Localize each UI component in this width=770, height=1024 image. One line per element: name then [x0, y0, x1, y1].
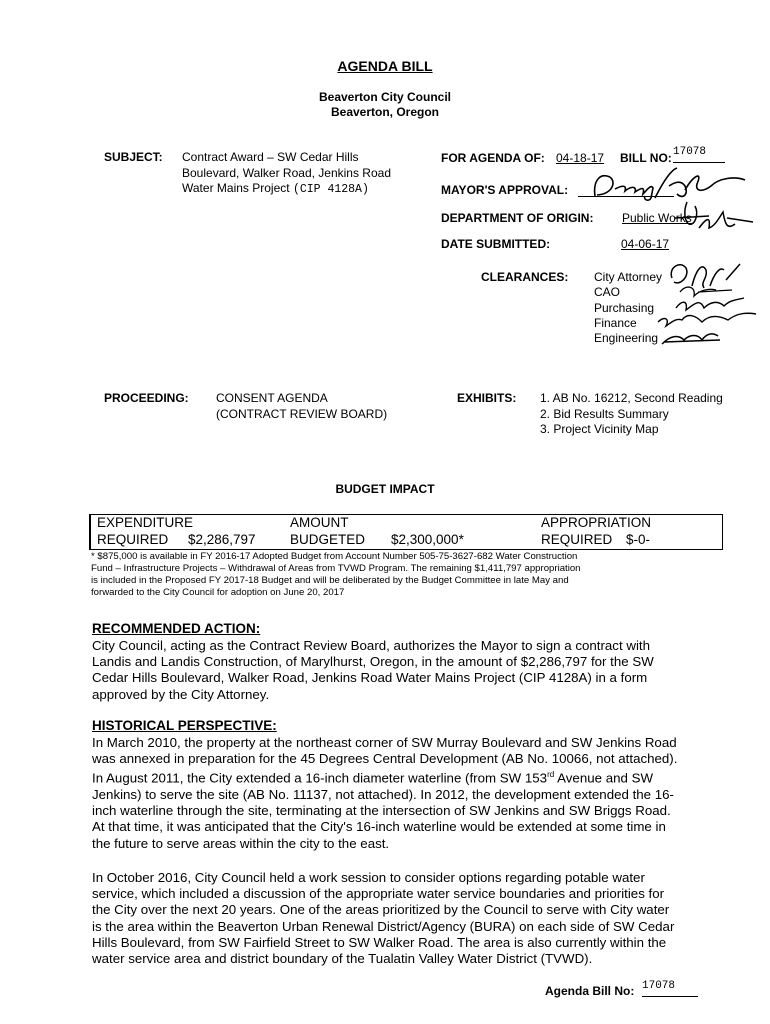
page-title: AGENDA BILL	[337, 58, 433, 74]
historical-paragraph-1	[92, 735, 712, 852]
exhibit-item: 2. Bid Results Summary	[540, 406, 669, 421]
bill-no: 17078	[673, 146, 725, 163]
budget-note-line: is included in the Proposed FY 2017-18 Budget and will be deliberated by the Budget Committee in late May and	[91, 575, 569, 586]
subject-line-1: Contract Award – SW Cedar Hills	[182, 150, 359, 164]
recommended-line: City Council, acting as the Contract Review Board, authorizes the Mayor to sign a contract with	[92, 638, 650, 653]
mayor-approval-label: MAYOR'S APPROVAL:	[441, 183, 569, 197]
clearance-city-attorney: City Attorney	[594, 270, 663, 284]
historical-line: is the area within the Beaverton Urban Renewal District/Agency (BURA) on each side of SW Cedar	[92, 918, 675, 934]
subject-line-3-text: Water Mains Project	[182, 181, 290, 195]
exhibit-item: 3. Project Vicinity Map	[540, 422, 659, 436]
recommended-action-heading: RECOMMENDED ACTION:	[92, 621, 261, 636]
clearance-cao: CAO	[594, 285, 621, 300]
footer-bill-label: Agenda Bill No:	[545, 984, 635, 998]
appropriation-label: APPROPRIATION	[541, 515, 652, 530]
budget-note	[91, 551, 731, 599]
org-line-1: Beaverton City Council	[318, 90, 452, 104]
org-line-2: Beaverton, Oregon	[330, 105, 440, 119]
date-submitted-label: DATE SUBMITTED:	[441, 237, 551, 251]
clearance-initials	[640, 256, 770, 356]
clearance-purchasing: Purchasing	[594, 300, 655, 315]
subject-label: SUBJECT:	[104, 150, 163, 164]
amount-budgeted-label: BUDGETED	[290, 532, 366, 547]
exhibit-item: 1. AB No. 16212, Second Reading	[540, 391, 723, 405]
historical-line: In October 2016, City Council held a work session to consider options regarding potable water	[92, 870, 645, 885]
historical-line: water service area and district boundary of the Tualatin Valley Water District (TVWD).	[92, 951, 593, 967]
clearance-finance: Finance	[594, 315, 637, 330]
footer-bill-no: 17078	[642, 980, 698, 997]
recommended-line: approved by the City Attorney.	[92, 686, 270, 702]
agenda-date-label: FOR AGENDA OF:	[441, 151, 545, 165]
bill-no-label: BILL NO:	[620, 151, 672, 165]
budget-table	[89, 514, 723, 550]
clearances-label: CLEARANCES:	[481, 270, 569, 284]
proceeding-label: PROCEEDING:	[104, 391, 189, 405]
historical-paragraph-2	[92, 870, 712, 967]
budget-note-line: forwarded to the City Council for adoption on June 20, 2017	[91, 587, 345, 598]
expenditure-label: EXPENDITURE	[97, 515, 194, 530]
historical-line: In August 2011, the City extended a 16-inch diameter waterline (from SW 153rd Avenue and SW	[92, 770, 653, 786]
date-submitted-value: 04-06-17	[621, 237, 670, 251]
exhibits-list	[540, 391, 723, 438]
historical-line: Jenkins) to serve the site (AB No. 11137, not attached). In 2012, the development extended the 16-	[92, 787, 674, 803]
appropriation-value: $-0-	[626, 532, 651, 547]
subject-line-3	[182, 181, 391, 198]
historical-line: At that time, it was anticipated that the City's 16-inch waterline would be extended at some time in	[92, 819, 666, 835]
subject-cip: (CIP 4128A)	[292, 183, 369, 196]
amount-budgeted-value: $2,300,000*	[391, 532, 464, 547]
appropriation-required-label: REQUIRED	[541, 532, 613, 547]
exhibits-label: EXHIBITS:	[457, 391, 517, 405]
historical-line: service, which included a discussion of the appropriate water service boundaries and priorities for	[92, 886, 665, 902]
historical-line: was annexed in preparation for the 45 Degrees Central Development (AB No. 10066, not attached).	[92, 751, 678, 767]
department-label: DEPARTMENT OF ORIGIN:	[441, 211, 594, 225]
department-value: Public Works	[622, 211, 692, 225]
clearance-engineering: Engineering	[594, 331, 659, 346]
budget-note-line: Fund – Infrastructure Projects – Withdrawal of Areas from TVWD Program. The remaining $1,411,797 appropriation	[91, 563, 581, 574]
historical-line: In March 2010, the property at the northeast corner of SW Murray Boulevard and SW Jenkins Road	[92, 735, 677, 750]
recommended-action-text	[92, 638, 712, 703]
historical-line: inch waterline through the site, terminating at the intersection of SW Jenkins and SW Briggs Road.	[92, 803, 671, 819]
historical-line: the City over the next 20 years. One of the areas prioritized by the Council to serve with City water	[92, 902, 670, 918]
recommended-line: Landis and Landis Construction, of Marylhurst, Oregon, in the amount of $2,286,797 for the SW	[92, 654, 654, 670]
agenda-date: 04-18-17	[556, 151, 605, 165]
recommended-line: Cedar Hills Boulevard, Walker Road, Jenkins Road Water Mains Project (CIP 4128A) in a form	[92, 670, 648, 686]
subject-text	[182, 150, 391, 198]
historical-line: the future to serve areas within the city to the east.	[92, 835, 390, 851]
historical-line: Hills Boulevard, from SW Fairfield Street to SW Walker Road. The area is also currently within the	[92, 934, 667, 950]
historical-perspective-heading: HISTORICAL PERSPECTIVE:	[92, 718, 277, 733]
budget-impact-title: BUDGET IMPACT	[335, 482, 435, 496]
amount-label: AMOUNT	[290, 515, 349, 530]
department-signature	[665, 198, 765, 248]
proceeding-line-1: CONSENT AGENDA	[216, 391, 328, 405]
subject-line-2: Boulevard, Walker Road, Jenkins Road	[182, 165, 391, 180]
expenditure-required-value: $2,286,797	[188, 532, 256, 547]
budget-note-line: * $875,000 is available in FY 2016-17 Adopted Budget from Account Number 505-75-3627-682 Water Construction	[91, 551, 578, 562]
proceeding-value	[216, 391, 387, 422]
proceeding-line-2: (CONTRACT REVIEW BOARD)	[216, 406, 388, 421]
expenditure-required-label: REQUIRED	[97, 532, 169, 547]
